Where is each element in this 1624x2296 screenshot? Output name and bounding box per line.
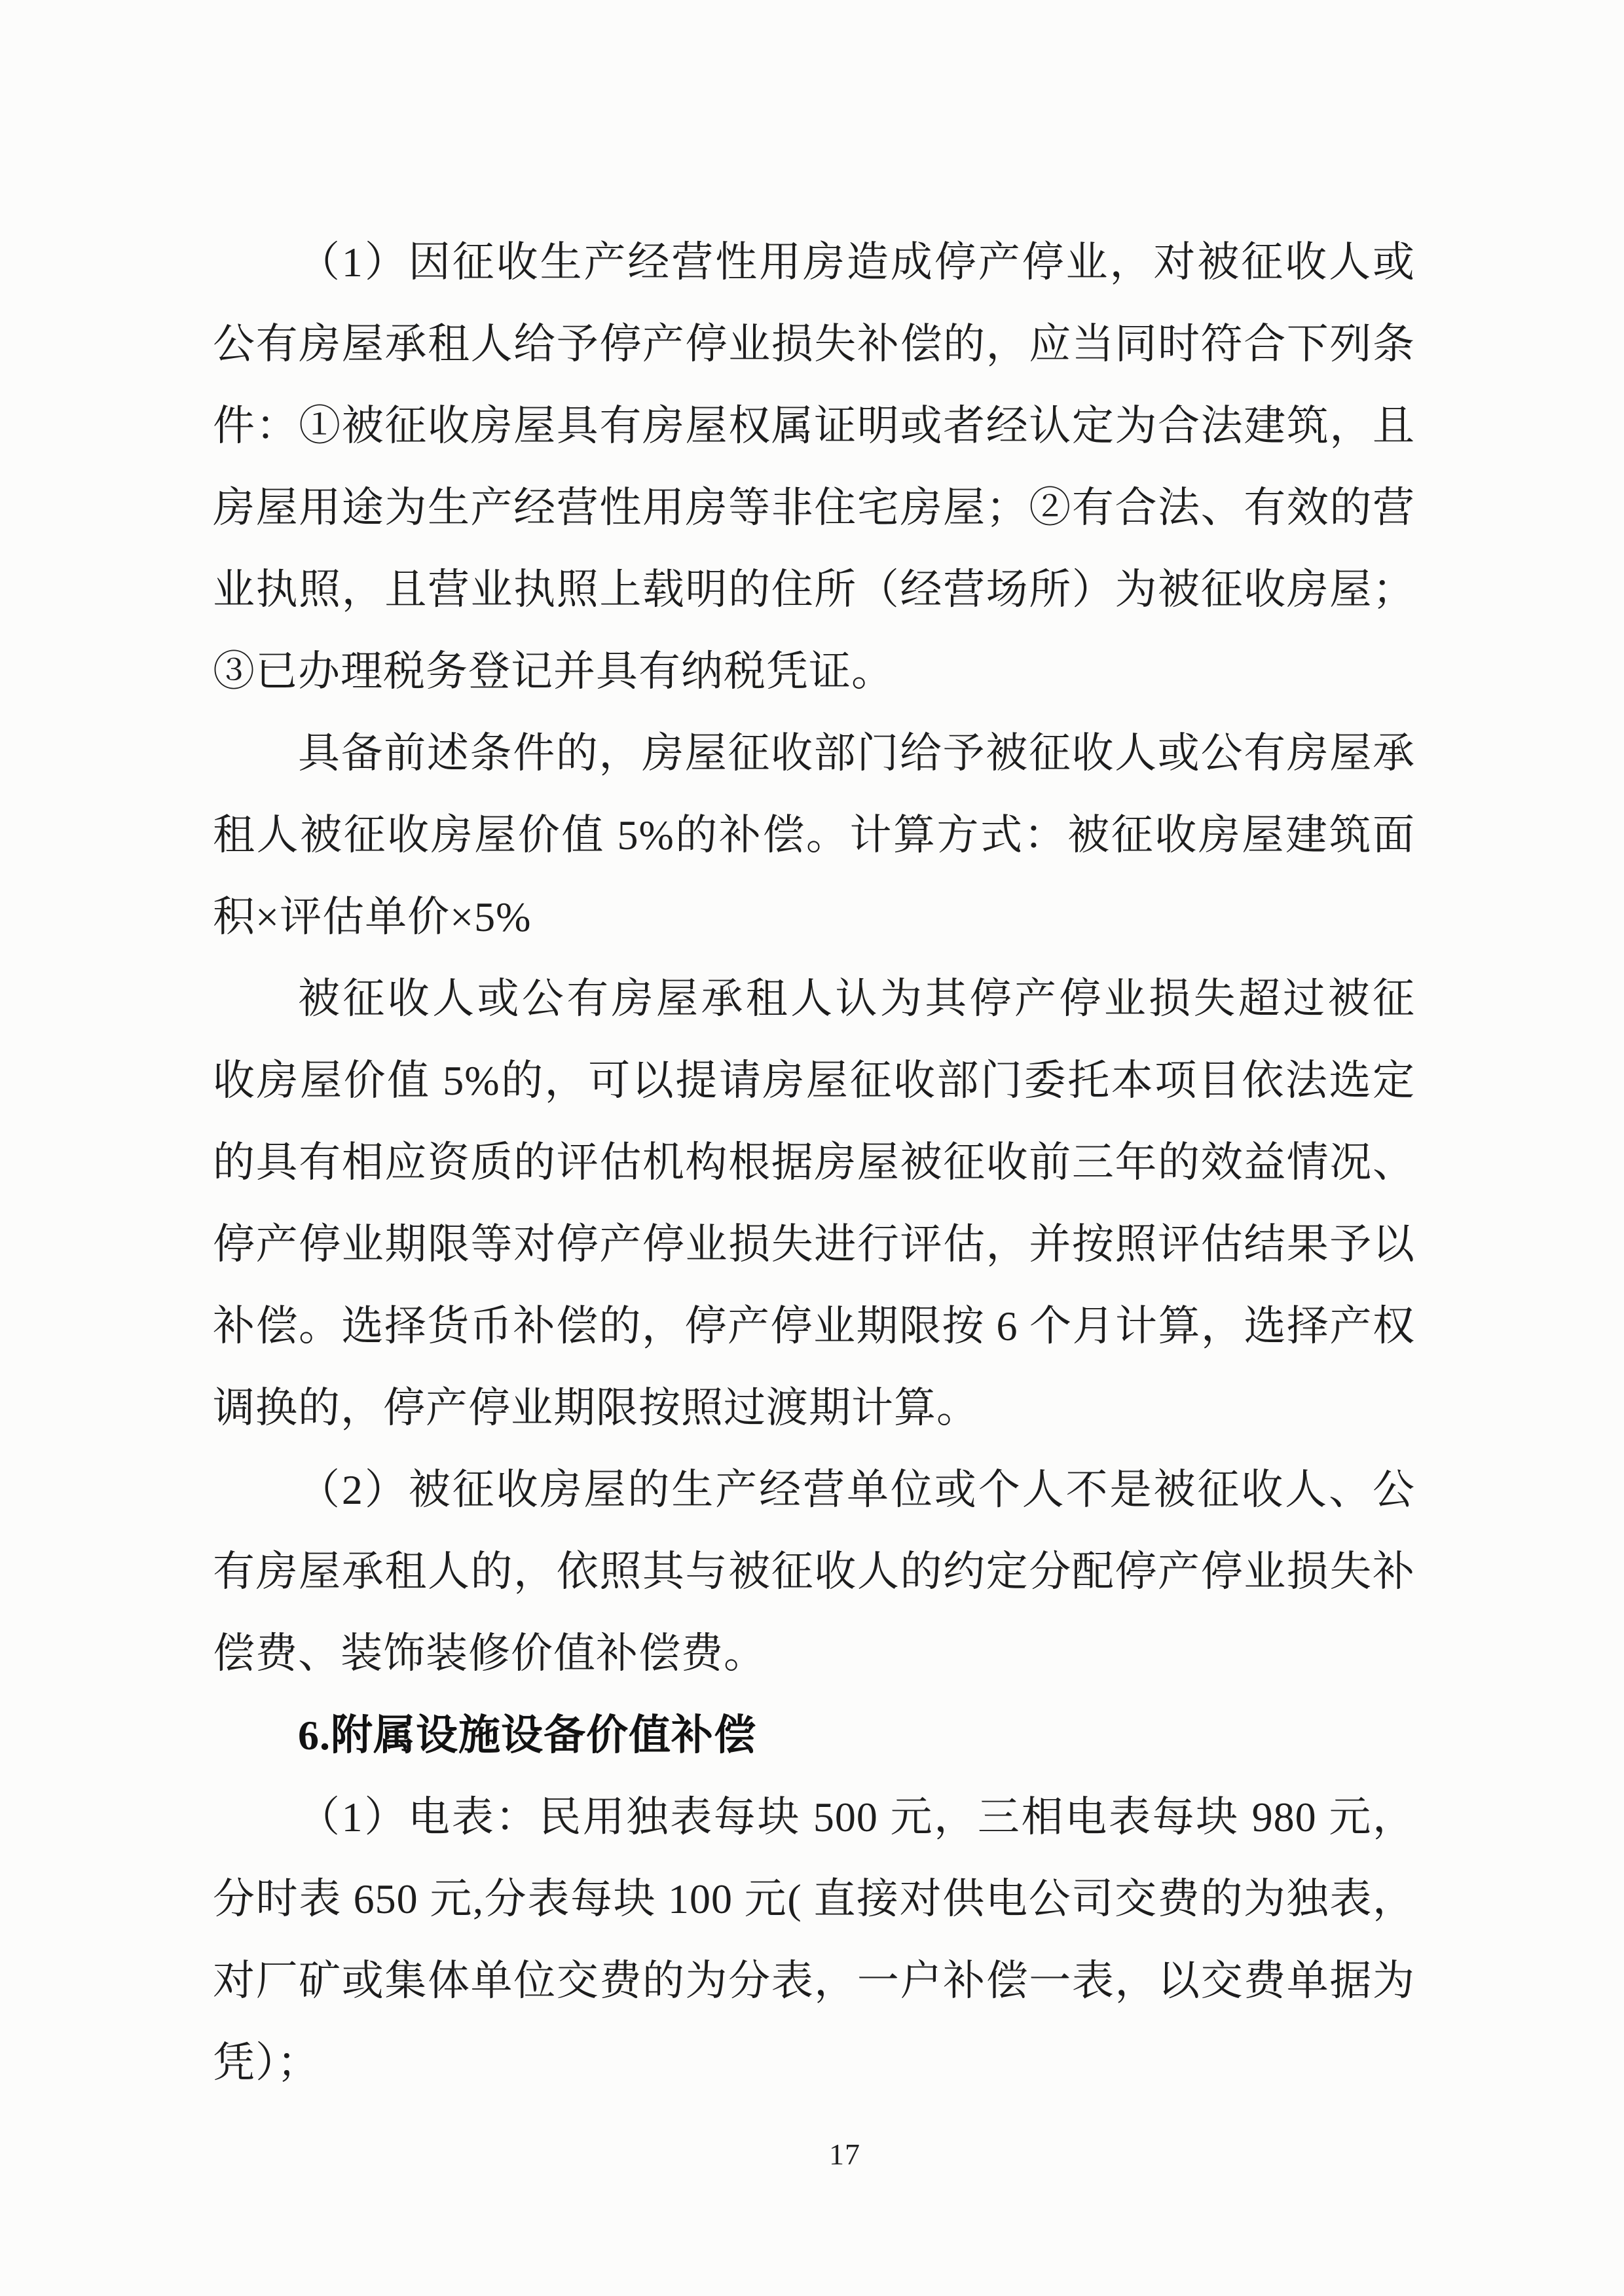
paragraph-line-15: 调换的，停产停业期限按照过渡期计算。 bbox=[213, 1385, 979, 1431]
paragraph-line-6: ③已办理税务登记并具有纳税凭证。 bbox=[213, 648, 894, 695]
paragraph-line-21: 分时表 650 元,分表每块 100 元( 直接对供电公司交费的为独表， bbox=[213, 1876, 1415, 1922]
page-number: 17 bbox=[829, 2138, 860, 2171]
paragraph-line-9: 积×评估单价×5% bbox=[213, 894, 532, 940]
paragraph-line-14: 补偿。选择货币补偿的，停产停业期限按 6 个月计算，选择产权 bbox=[213, 1303, 1415, 1349]
document-body bbox=[213, 221, 1415, 2104]
section-heading: 6.附属设施设备价值补偿 bbox=[298, 1712, 756, 1758]
paragraph-line-12: 的具有相应资质的评估机构根据房屋被征收前三年的效益情况、 bbox=[213, 1139, 1415, 1186]
paragraph-line-17: 有房屋承租人的，依照其与被征收人的约定分配停产停业损失补 bbox=[213, 1548, 1415, 1595]
paragraph-line-10: 被征收人或公有房屋承租人认为其停产停业损失超过被征 bbox=[298, 975, 1415, 1022]
paragraph-line-2: 公有房屋承租人给予停产停业损失补偿的，应当同时符合下列条 bbox=[213, 321, 1415, 367]
paragraph-line-1: （1）因征收生产经营性用房造成停产停业，对被征收人或 bbox=[298, 239, 1415, 285]
paragraph-line-11: 收房屋价值 5%的，可以提请房屋征收部门委托本项目依法选定 bbox=[213, 1057, 1415, 1104]
paragraph-line-22: 对厂矿或集体单位交费的为分表，一户补偿一表，以交费单据为 bbox=[213, 1958, 1415, 2004]
paragraph-line-13: 停产停业期限等对停产停业损失进行评估，并按照评估结果予以 bbox=[213, 1221, 1415, 1267]
paragraph-line-8: 租人被征收房屋价值 5%的补偿。计算方式：被征收房屋建筑面 bbox=[213, 812, 1415, 858]
paragraph-line-4: 房屋用途为生产经营性用房等非住宅房屋；②有合法、有效的营 bbox=[213, 484, 1415, 531]
paragraph-line-16: （2）被征收房屋的生产经营单位或个人不是被征收人、公 bbox=[298, 1467, 1415, 1513]
paragraph-line-3: 件：①被征收房屋具有房屋权属证明或者经认定为合法建筑，且 bbox=[213, 403, 1415, 449]
paragraph-line-20: （1）电表：民用独表每块 500 元，三相电表每块 980 元， bbox=[298, 1794, 1415, 1840]
paragraph-line-18: 偿费、装饰装修价值补偿费。 bbox=[213, 1630, 766, 1677]
paragraph-line-7: 具备前述条件的，房屋征收部门给予被征收人或公有房屋承 bbox=[298, 730, 1415, 776]
paragraph-line-5: 业执照，且营业执照上载明的住所（经营场所）为被征收房屋； bbox=[213, 566, 1415, 613]
paragraph-line-23: 凭）； bbox=[213, 2039, 320, 2086]
